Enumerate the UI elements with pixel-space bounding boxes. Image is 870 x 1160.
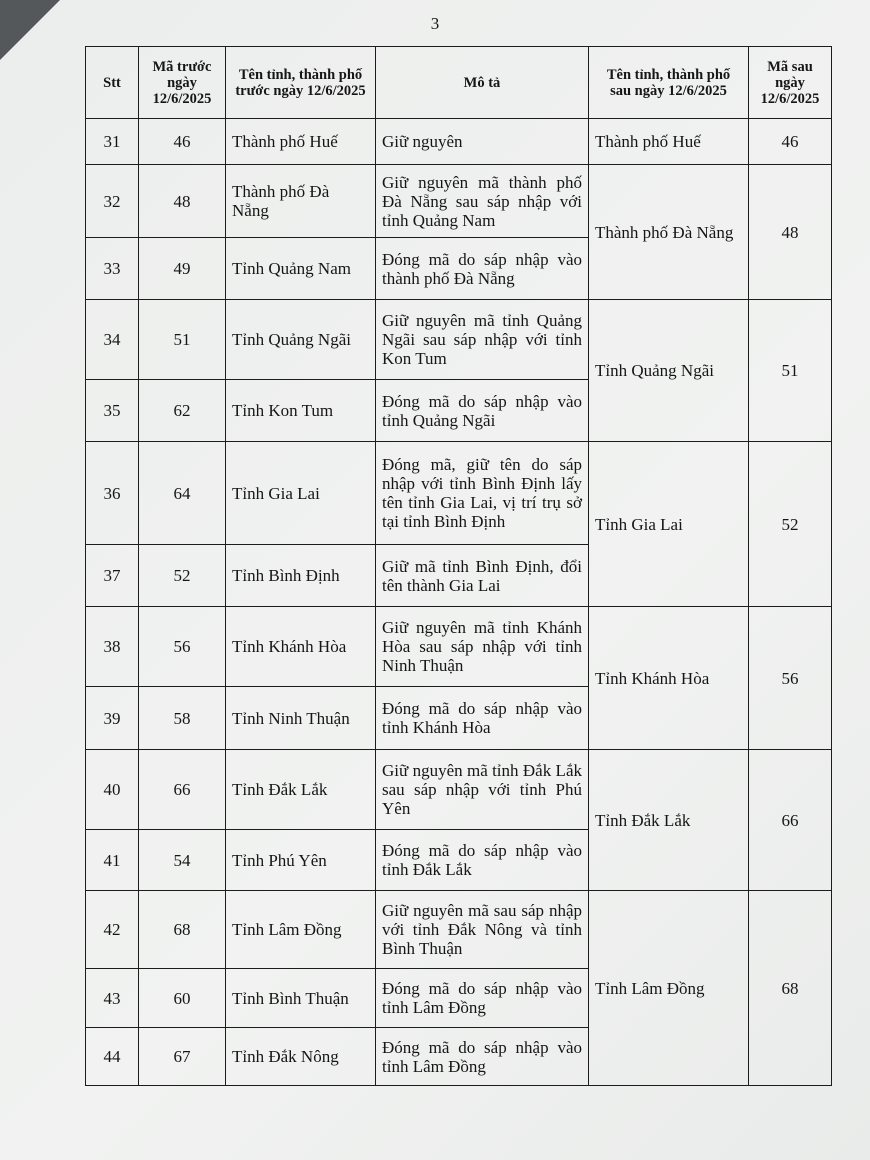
header-code-after: Mã sau ngày 12/6/2025 — [749, 47, 832, 119]
row-description: Đóng mã do sáp nhập vào tỉnh Quảng Ngãi — [376, 380, 589, 442]
group-name-after: Tỉnh Gia Lai — [589, 442, 749, 607]
row-stt: 37 — [86, 545, 139, 607]
group-name-after: Thành phố Đà Nẵng — [589, 165, 749, 300]
row-stt: 34 — [86, 300, 139, 380]
group-code-after: 68 — [749, 891, 832, 1086]
row-name-before: Tỉnh Khánh Hòa — [226, 607, 376, 687]
row-code-before: 67 — [139, 1028, 226, 1086]
row-code-before: 51 — [139, 300, 226, 380]
row-name-before: Tỉnh Quảng Ngãi — [226, 300, 376, 380]
row-stt: 39 — [86, 687, 139, 750]
row-stt: 44 — [86, 1028, 139, 1086]
header-stt: Stt — [86, 47, 139, 119]
row-stt: 33 — [86, 238, 139, 300]
row-code-before: 56 — [139, 607, 226, 687]
row-stt: 43 — [86, 969, 139, 1028]
group-name-after: Tỉnh Lâm Đồng — [589, 891, 749, 1086]
table-row — [86, 119, 832, 165]
table-row — [86, 442, 832, 545]
row-description: Đóng mã, giữ tên do sáp nhập với tỉnh Bình Định lấy tên tỉnh Gia Lai, vị trí trụ sở tại tỉnh Bình Định — [376, 442, 589, 545]
row-code-before: 48 — [139, 165, 226, 238]
province-code-table — [85, 46, 832, 1086]
group-name-after: Tỉnh Đắk Lắk — [589, 750, 749, 891]
header-name-after: Tên tỉnh, thành phố sau ngày 12/6/2025 — [589, 47, 749, 119]
row-code-before: 66 — [139, 750, 226, 830]
row-name-before: Tỉnh Ninh Thuận — [226, 687, 376, 750]
row-description: Giữ mã tỉnh Bình Định, đổi tên thành Gia Lai — [376, 545, 589, 607]
row-description: Giữ nguyên mã tỉnh Quảng Ngãi sau sáp nhập với tỉnh Kon Tum — [376, 300, 589, 380]
row-stt: 35 — [86, 380, 139, 442]
group-name-after: Tỉnh Khánh Hòa — [589, 607, 749, 750]
row-name-before: Tỉnh Đắk Lắk — [226, 750, 376, 830]
group-code-after: 52 — [749, 442, 832, 607]
row-stt: 36 — [86, 442, 139, 545]
table-row — [86, 607, 832, 687]
row-stt: 31 — [86, 119, 139, 165]
row-name-before: Tỉnh Quảng Nam — [226, 238, 376, 300]
header-name-before: Tên tỉnh, thành phố trước ngày 12/6/2025 — [226, 47, 376, 119]
row-code-before: 46 — [139, 119, 226, 165]
row-stt: 40 — [86, 750, 139, 830]
group-code-after: 66 — [749, 750, 832, 891]
row-code-before: 49 — [139, 238, 226, 300]
row-description: Giữ nguyên — [376, 119, 589, 165]
row-name-before: Thành phố Huế — [226, 119, 376, 165]
row-name-before: Thành phố Đà Nẵng — [226, 165, 376, 238]
page-number: 3 — [430, 14, 440, 33]
row-description: Đóng mã do sáp nhập vào tỉnh Lâm Đồng — [376, 969, 589, 1028]
header-code-before: Mã trước ngày 12/6/2025 — [139, 47, 226, 119]
row-stt: 32 — [86, 165, 139, 238]
group-code-after: 51 — [749, 300, 832, 442]
row-code-before: 58 — [139, 687, 226, 750]
row-stt: 42 — [86, 891, 139, 969]
row-name-before: Tỉnh Kon Tum — [226, 380, 376, 442]
row-code-before: 68 — [139, 891, 226, 969]
group-code-after: 46 — [749, 119, 832, 165]
row-description: Đóng mã do sáp nhập vào tỉnh Lâm Đồng — [376, 1028, 589, 1086]
row-description: Đóng mã do sáp nhập vào tỉnh Khánh Hòa — [376, 687, 589, 750]
table-row — [86, 165, 832, 238]
group-name-after: Tỉnh Quảng Ngãi — [589, 300, 749, 442]
row-stt: 41 — [86, 830, 139, 891]
row-code-before: 54 — [139, 830, 226, 891]
row-description: Giữ nguyên mã sau sáp nhập với tỉnh Đắk Nông và tỉnh Bình Thuận — [376, 891, 589, 969]
table-row — [86, 891, 832, 969]
row-description: Giữ nguyên mã tỉnh Đắk Lắk sau sáp nhập với tỉnh Phú Yên — [376, 750, 589, 830]
row-code-before: 62 — [139, 380, 226, 442]
row-description: Đóng mã do sáp nhập vào thành phố Đà Nẵng — [376, 238, 589, 300]
group-name-after: Thành phố Huế — [589, 119, 749, 165]
row-stt: 38 — [86, 607, 139, 687]
row-name-before: Tỉnh Phú Yên — [226, 830, 376, 891]
row-code-before: 60 — [139, 969, 226, 1028]
table-header-row — [86, 47, 832, 119]
row-name-before: Tỉnh Bình Thuận — [226, 969, 376, 1028]
table-row — [86, 750, 832, 830]
row-name-before: Tỉnh Lâm Đồng — [226, 891, 376, 969]
row-name-before: Tỉnh Bình Định — [226, 545, 376, 607]
row-code-before: 64 — [139, 442, 226, 545]
header-description: Mô tả — [376, 47, 589, 119]
group-code-after: 48 — [749, 165, 832, 300]
row-name-before: Tỉnh Đắk Nông — [226, 1028, 376, 1086]
group-code-after: 56 — [749, 607, 832, 750]
row-description: Giữ nguyên mã thành phố Đà Nẵng sau sáp nhập với tỉnh Quảng Nam — [376, 165, 589, 238]
table-row — [86, 300, 832, 380]
row-description: Đóng mã do sáp nhập vào tỉnh Đắk Lắk — [376, 830, 589, 891]
row-code-before: 52 — [139, 545, 226, 607]
row-description: Giữ nguyên mã tỉnh Khánh Hòa sau sáp nhập với tỉnh Ninh Thuận — [376, 607, 589, 687]
row-name-before: Tỉnh Gia Lai — [226, 442, 376, 545]
